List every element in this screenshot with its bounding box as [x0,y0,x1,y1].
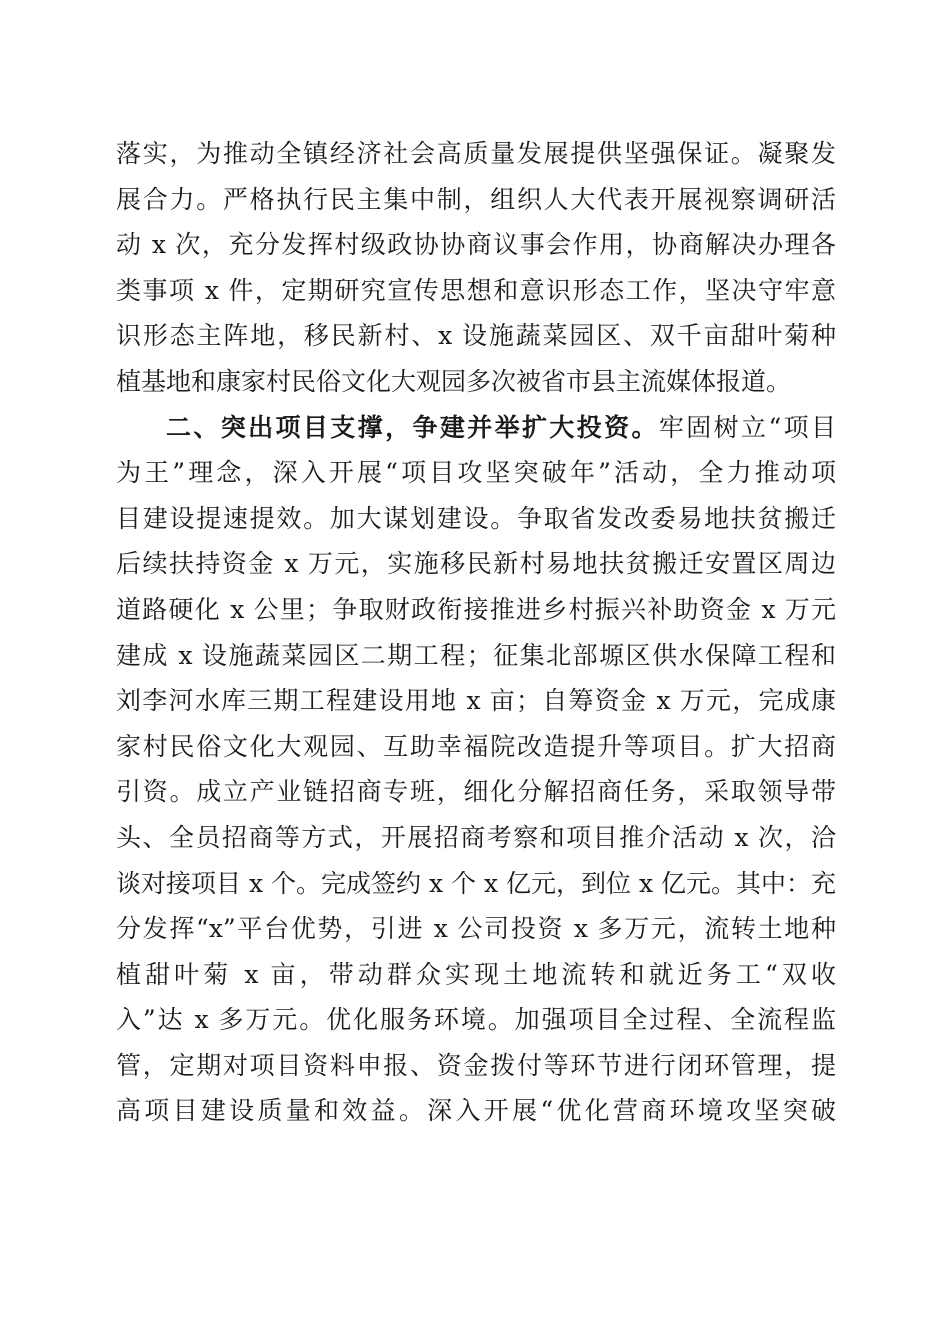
paragraph2-line-10: 头、全员招商等方式，开展招商考察和项目推介活动 x 次，洽 [116,822,836,852]
paragraph2-line-2: 为王”理念，深入开展“项目攻坚突破年”活动，全力推动项 [116,458,836,488]
paragraph1-line-2: 展合力。严格执行民主集中制，组织人大代表开展视察调研活 [116,184,836,214]
paragraph2-line-7: 刘李河水库三期工程建设用地 x 亩；自筹资金 x 万元，完成康 [116,686,836,716]
paragraph2-line-8: 家村民俗文化大观园、互助幸福院改造提升等项目。扩大招商 [116,731,836,761]
paragraph2-line-11: 谈对接项目 x 个。完成签约 x 个 x 亿元，到位 x 亿元。其中：充 [116,868,836,898]
section-heading: 二、突出项目支撑，争建并举扩大投资。 [166,412,659,442]
paragraph1-line-6: 植基地和康家村民俗文化大观园多次被省市县主流媒体报道。 [116,366,792,396]
paragraph1-line-5: 识形态主阵地，移民新村、x 设施蔬菜园区、双千亩甜叶菊种 [116,321,836,351]
paragraph1-line-4: 类事项 x 件，定期研究宣传思想和意识形态工作，坚决守牢意 [116,275,836,305]
paragraph2-line-4: 后续扶持资金 x 万元，实施移民新村易地扶贫搬迁安置区周边 [116,549,836,579]
paragraph2-line-13: 植甜叶菊 x 亩，带动群众实现土地流转和就近务工“双收 [116,959,836,989]
paragraph2-line-14: 入”达 x 多万元。优化服务环境。加强项目全过程、全流程监 [116,1005,836,1035]
paragraph1-line-1: 落实，为推动全镇经济社会高质量发展提供坚强保证。凝聚发 [116,139,836,168]
paragraph2-line-6: 建成 x 设施蔬菜园区二期工程；征集北部塬区供水保障工程和 [116,640,836,670]
paragraph2-line-15: 管，定期对项目资料申报、资金拨付等环节进行闭环管理，提 [116,1050,836,1080]
paragraph2-line-9: 引资。成立产业链招商专班，细化分解招商任务，采取领导带 [116,777,836,807]
paragraph2-line-3: 目建设提速提效。加大谋划建设。争取省发改委易地扶贫搬迁 [116,503,836,533]
paragraph2-first-line-rest: 牢固树立“项目 [658,412,836,442]
paragraph2-line-5: 道路硬化 x 公里；争取财政衔接推进乡村振兴补助资金 x 万元 [116,594,836,624]
paragraph2-first-line [116,405,836,451]
body-text [116,131,836,1134]
paragraph2-line-16: 高项目建设质量和效益。深入开展“优化营商环境攻坚突破 [116,1096,836,1126]
paragraph2-line-12: 分发挥“x”平台优势，引进 x 公司投资 x 多万元，流转土地种 [116,914,836,944]
paragraph1-line-3: 动 x 次，充分发挥村级政协协商议事会作用，协商解决办理各 [116,230,836,260]
